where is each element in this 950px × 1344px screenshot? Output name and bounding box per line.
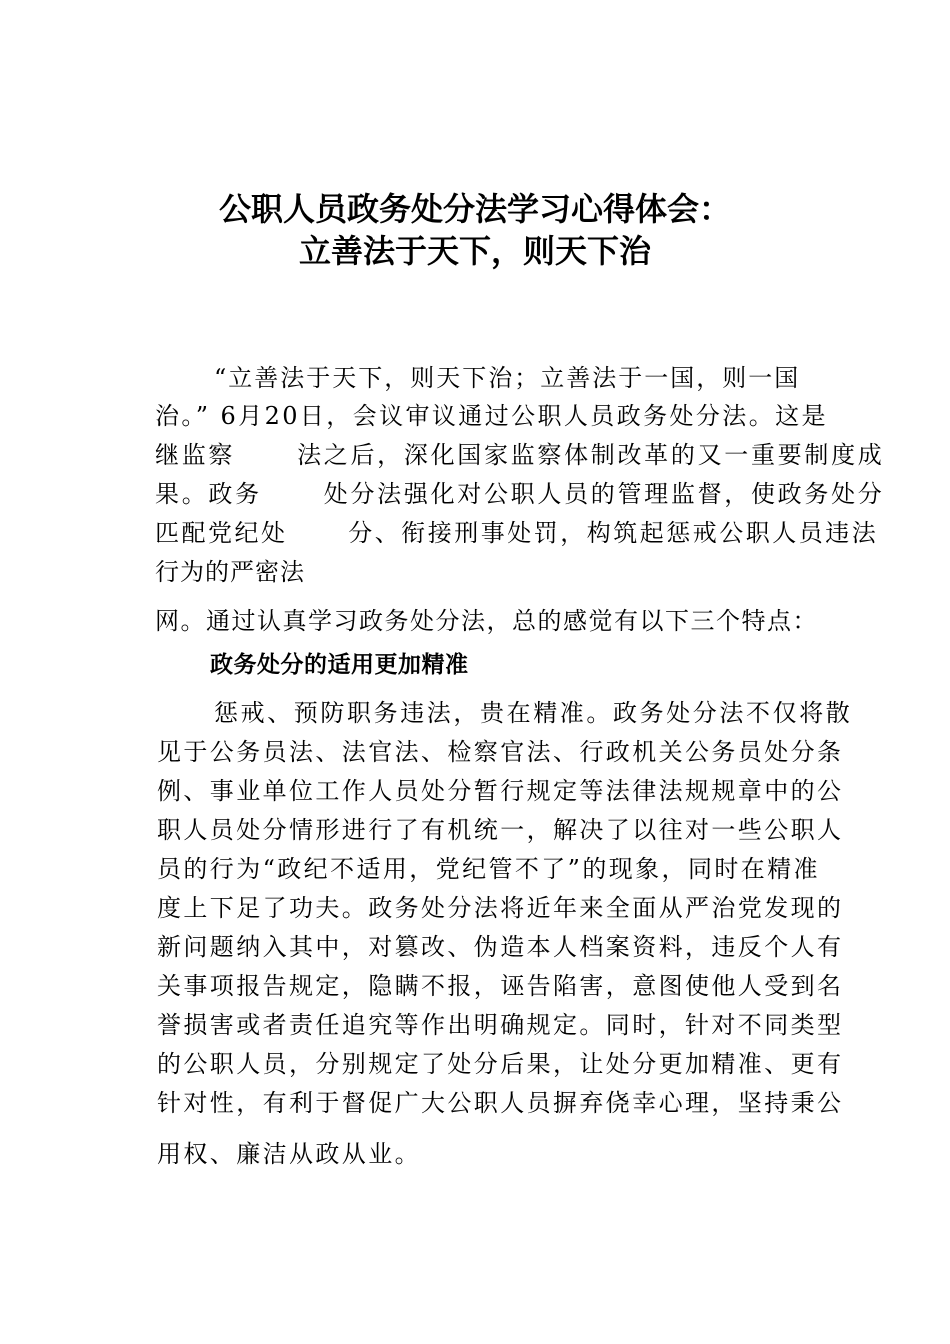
intro-line-6: 行为的严密法 xyxy=(155,558,305,586)
title-line-1: 公职人员政务处分法学习心得体会： xyxy=(218,190,731,228)
intro-line-1: “立善法于天下，则天下治；立善法于一国，则一国 xyxy=(214,364,801,392)
title-line-2: 立善法于天下，则天下治 xyxy=(298,232,651,270)
intro-line-4: 果。政务 处分法强化对公职人员的管理监督，使政务处分 xyxy=(155,480,885,508)
body-line-2: 见于公务员法、法官法、检察官法、行政机关公务员处分条 xyxy=(157,738,844,766)
document-title xyxy=(0,188,950,272)
body-line-4: 职人员处分情形进行了有机统一，解决了以往对一些公职人 xyxy=(157,816,844,844)
body-line-3: 例、事业单位工作人员处分暂行规定等法律法规规章中的公 xyxy=(157,777,844,805)
body-line-5: 员的行为“政纪不适用，党纪管不了”的现象，同时在精准 xyxy=(157,855,820,883)
section-heading: 政务处分的适用更加精准 xyxy=(210,652,469,678)
body-line-8: 关事项报告规定，隐瞒不报，诬告陷害，意图使他人受到名 xyxy=(157,972,844,1000)
body-line-7: 新问题纳入其中，对篡改、伪造本人档案资料，违反个人有 xyxy=(157,933,844,961)
body-line-12: 用权、廉洁从政从业。 xyxy=(157,1140,421,1168)
body-line-6: 度上下足了功夫。政务处分法将近年来全面从严治党发现的 xyxy=(157,894,844,922)
body-line-1: 惩戒、预防职务违法，贵在精准。政务处分法不仅将散 xyxy=(214,699,853,727)
intro-line-2: 治。” 6月20日，会议审议通过公职人员政务处分法。这是 xyxy=(155,402,828,430)
intro-line-5: 匹配党纪处 分、衔接刑事处罚，构筑起惩戒公职人员违法 xyxy=(155,519,879,547)
body-line-10: 的公职人员，分别规定了处分后果，让处分更加精准、更有 xyxy=(157,1050,844,1078)
body-line-9: 誉损害或者责任追究等作出明确规定。同时，针对不同类型 xyxy=(157,1011,844,1039)
intro-line-3: 继监察 法之后，深化国家监察体制改革的又一重要制度成 xyxy=(155,441,885,469)
body-line-11: 针对性，有利于督促广大公职人员摒弃侥幸心理，坚持秉公 xyxy=(157,1089,844,1117)
intro-line-7: 网。通过认真学习政务处分法，总的感觉有以下三个特点： xyxy=(155,607,818,635)
